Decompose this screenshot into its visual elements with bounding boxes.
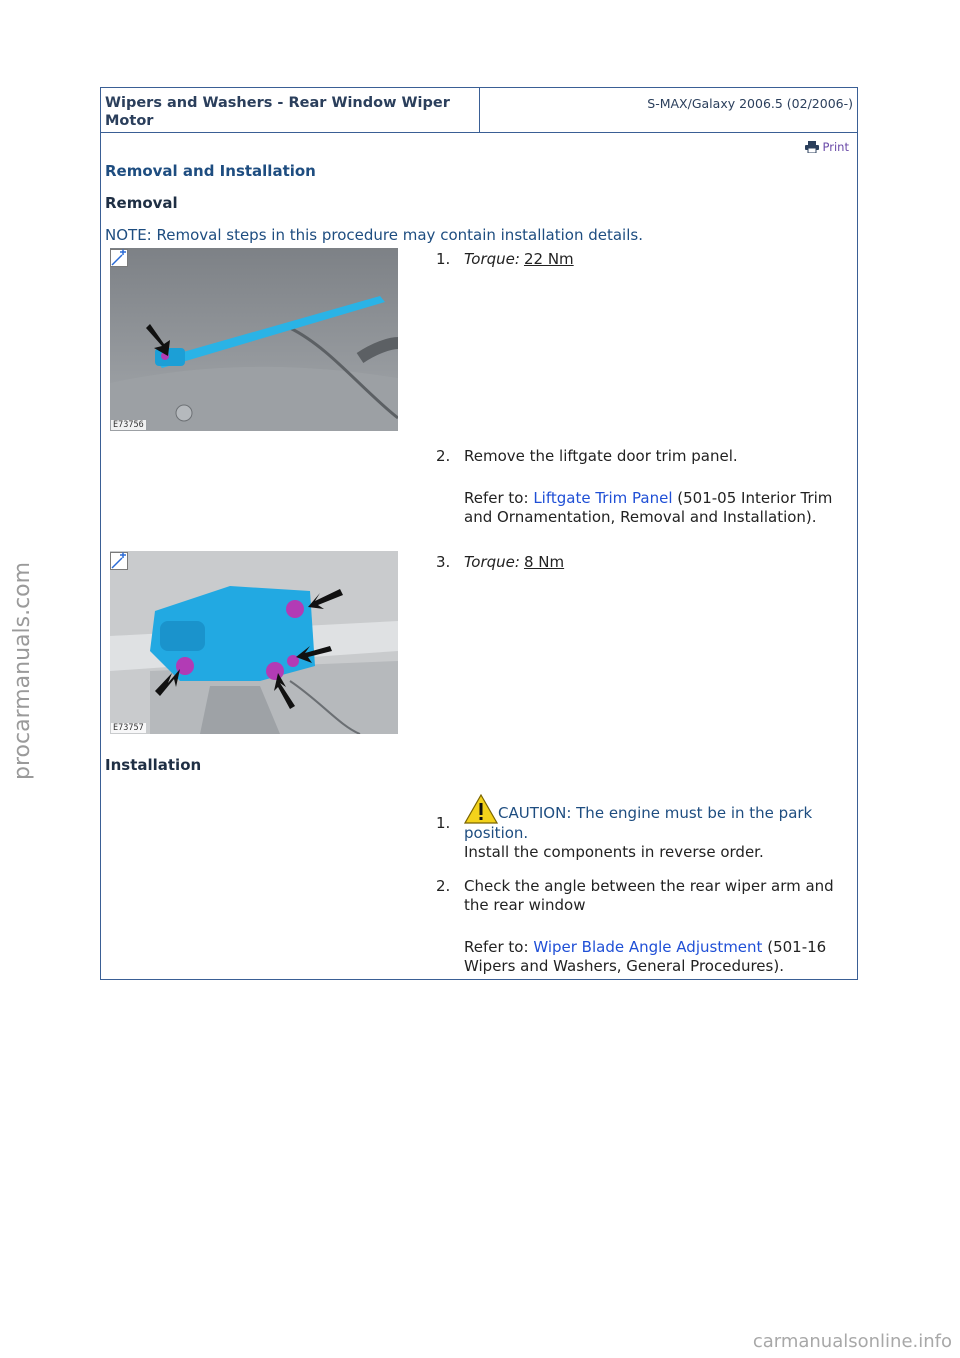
zoom-icon[interactable] xyxy=(110,249,128,267)
header xyxy=(101,88,857,133)
step-text: Remove the liftgate door trim panel. xyxy=(464,447,738,465)
refer-prefix: Refer to: xyxy=(464,938,529,956)
step-number: 2. xyxy=(436,447,451,465)
figure-wiper-arm xyxy=(110,248,398,431)
printer-icon xyxy=(805,141,819,153)
figure-code: E73757 xyxy=(113,723,144,733)
heading-removal: Removal xyxy=(105,194,178,212)
step-number: 1. xyxy=(436,814,451,832)
torque-value: 8 Nm xyxy=(523,553,565,571)
link-liftgate-trim-panel[interactable]: Liftgate Trim Panel xyxy=(533,489,673,507)
figure-wiper-motor xyxy=(110,551,398,734)
refer-suffix: (501-05 Interior Trim and Ornamentation, Removal and Installation). xyxy=(464,489,833,526)
caution-text: CAUTION: The engine must be in the park position. xyxy=(464,804,813,842)
print-label: Print xyxy=(822,140,849,154)
watermark-left: procarmanuals.com xyxy=(10,561,35,780)
step-number: 1. xyxy=(436,250,451,268)
link-wiper-blade-angle-adjustment[interactable]: Wiper Blade Angle Adjustment xyxy=(533,938,763,956)
note: NOTE: Removal steps in this procedure may contain installation details. xyxy=(105,226,643,244)
step-number: 2. xyxy=(436,877,451,895)
heading-installation: Installation xyxy=(105,756,202,774)
wiper-arm-illustration xyxy=(110,248,398,431)
print-button[interactable] xyxy=(805,140,849,154)
refer-block xyxy=(464,938,854,976)
step-text: Install the components in reverse order. xyxy=(464,843,764,861)
model-label: S-MAX/Galaxy 2006.5 (02/2006-) xyxy=(647,96,853,111)
wiper-motor-illustration xyxy=(110,551,398,734)
heading-removal-installation: Removal and Installation xyxy=(105,162,316,180)
warning-icon xyxy=(464,794,498,824)
torque-label: Torque: xyxy=(464,250,520,268)
page-title: Wipers and Washers - Rear Window Wiper Motor xyxy=(101,88,480,132)
refer-suffix: (501-16 Wipers and Washers, General Procedures). xyxy=(464,938,827,975)
refer-prefix: Refer to: xyxy=(464,489,529,507)
step-number: 3. xyxy=(436,553,451,571)
zoom-icon[interactable] xyxy=(110,552,128,570)
refer-block xyxy=(464,489,854,527)
torque-value: 22 Nm xyxy=(523,250,574,268)
watermark-bottom: carmanualsonline.info xyxy=(752,1331,952,1352)
step-text: Check the angle between the rear wiper arm and the rear window xyxy=(464,877,834,914)
torque-label: Torque: xyxy=(464,553,520,571)
procedure-frame xyxy=(100,87,858,980)
caution-block xyxy=(464,794,854,843)
figure-code: E73756 xyxy=(113,420,144,430)
